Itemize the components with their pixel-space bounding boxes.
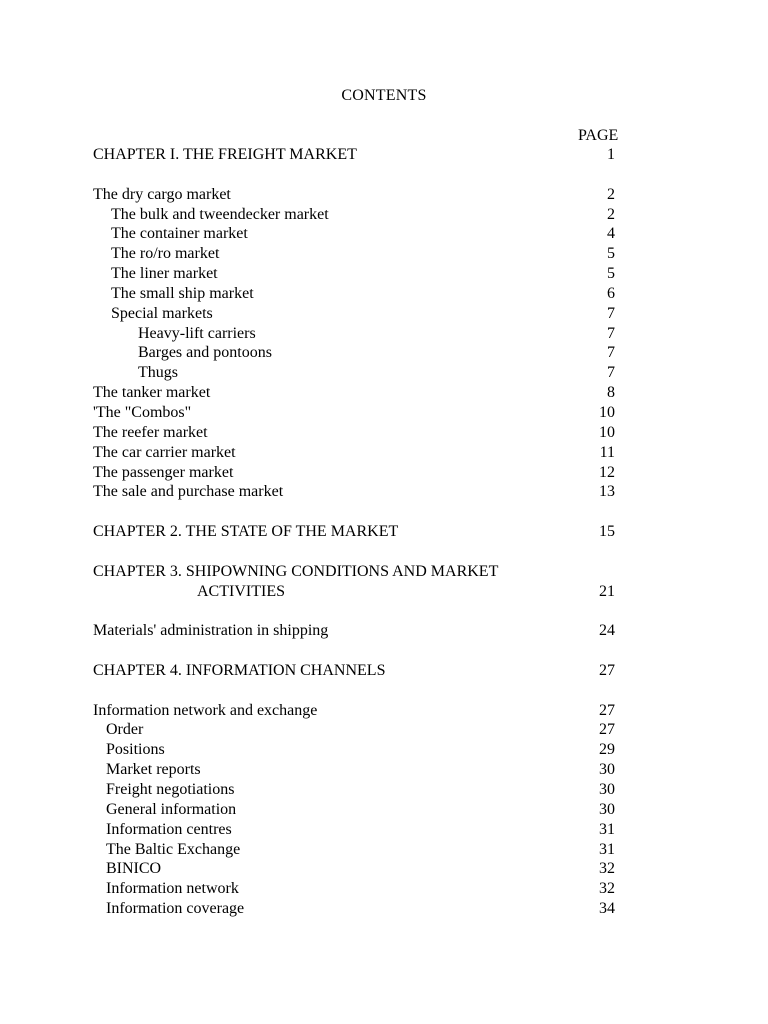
toc-entry [93,145,628,165]
toc-entry [93,343,628,363]
toc-entry [93,264,628,284]
toc-entry [93,562,628,582]
toc-entry-page-number: 15 [599,523,615,541]
toc-entry-label: The sale and purchase market [93,483,284,501]
toc-entry-page-number: 2 [607,205,615,223]
toc-entry-label: Positions [106,741,165,759]
toc-entry [93,383,628,403]
toc-entry [93,185,628,205]
toc-entry-page-number: 34 [599,900,615,918]
toc-entry-label: General information [106,800,237,818]
toc-entry [93,780,628,800]
toc-entry-page-number: 27 [599,721,615,739]
toc-entry-page-number: 30 [599,781,615,798]
toc-entry-label: Information network [106,880,239,898]
toc-entry [93,463,628,483]
toc-entry-label: The bulk and tweendecker market [111,205,329,223]
toc-entry [93,244,628,264]
toc-entry [93,403,628,423]
toc-spacer [93,641,628,661]
toc-entry [93,482,628,502]
toc-entry-page-number: 32 [599,860,615,878]
toc-entry-page-number: 7 [607,304,615,322]
toc-entry-label: ACTIVITIES [197,582,285,600]
toc-entry-label: The tanker market [93,384,211,402]
toc-entry-label: Heavy-lift carriers [138,324,256,342]
toc-entry-page-number: 12 [599,463,615,481]
toc-entry [93,284,628,304]
toc-entry [93,859,628,879]
toc-entry-page-number: 5 [607,245,615,263]
toc-entry-label: The small ship market [111,284,254,302]
toc-spacer [93,681,628,701]
toc-entry-page-number: 6 [607,284,615,302]
toc-entry-label: Barges and pontoons [138,344,272,362]
toc-entry-page-number: 7 [607,344,615,362]
toc-entry-label: CHAPTER 3. SHIPOWNING CONDITIONS AND MARKET [93,562,499,580]
toc-entry [93,820,628,840]
toc-entry-page-number: 29 [599,741,615,759]
toc-entry [93,363,628,383]
toc-entry-label: The container market [111,225,248,243]
toc-entry-label: The liner market [111,265,218,283]
toc-entry-label: Information centres [106,820,232,838]
toc-entry-label: Information coverage [106,900,245,918]
toc-entry-page-number: 10 [599,403,615,421]
toc-entry-label: The ro/ro market [111,245,220,263]
toc-entry-page-number: 31 [599,840,615,858]
toc-entry-label: CHAPTER I. THE FREIGHT MARKET [93,146,357,163]
toc-entry [93,621,628,641]
toc-entry [93,899,628,919]
toc-entry [93,205,628,225]
table-of-contents [93,145,628,919]
toc-entry [93,324,628,344]
toc-entry-label: The passenger market [93,463,234,481]
page-column-header: PAGE [578,127,619,144]
toc-entry-label: CHAPTER 2. THE STATE OF THE MARKET [93,523,399,541]
toc-entry-page-number: 13 [599,483,615,501]
toc-entry [93,661,628,681]
toc-spacer [93,165,628,185]
toc-entry [93,701,628,721]
toc-entry-label: Materials' administration in shipping [93,622,329,640]
toc-entry-label: The car carrier market [93,443,236,461]
toc-entry [93,720,628,740]
toc-entry-page-number: 8 [607,384,615,402]
toc-entry [93,740,628,760]
toc-entry-label: CHAPTER 4. INFORMATION CHANNELS [93,661,386,679]
toc-entry-page-number: 27 [599,701,615,719]
toc-entry [93,840,628,860]
toc-entry-page-number: 7 [607,324,615,342]
toc-entry [93,582,628,602]
toc-entry-label: Special markets [111,304,213,322]
toc-entry-page-number: 30 [599,800,615,818]
toc-entry-label: Freight negotiations [106,781,235,798]
toc-entry [93,522,628,542]
toc-entry-page-number: 30 [599,761,615,779]
toc-entry-page-number: 31 [599,820,615,838]
toc-entry-label: The dry cargo market [93,185,231,203]
toc-entry [93,304,628,324]
toc-entry-label: Thugs [138,364,178,382]
toc-entry-label: BINICO [106,860,162,878]
toc-entry [93,224,628,244]
toc-entry-page-number: 10 [599,423,615,441]
toc-entry [93,443,628,463]
toc-entry-page-number: 1 [607,146,615,163]
toc-entry-label: 'The "Combos" [93,403,192,421]
toc-entry-page-number: 11 [599,443,615,461]
toc-entry-page-number: 7 [607,364,615,382]
toc-entry-page-number: 24 [599,622,615,640]
toc-entry-page-number: 32 [599,880,615,898]
contents-title: CONTENTS [341,87,427,104]
toc-entry-label: Information network and exchange [93,701,318,719]
toc-entry-page-number: 2 [607,185,615,203]
toc-entry-page-number: 27 [599,661,615,679]
toc-entry-page-number: 5 [607,265,615,283]
toc-entry-label: Market reports [106,761,201,779]
toc-entry [93,879,628,899]
toc-spacer [93,502,628,522]
toc-entry-page-number: 21 [599,582,615,600]
toc-entry-label: The reefer market [93,423,208,441]
toc-entry [93,760,628,780]
toc-entry-label: The Baltic Exchange [106,840,241,858]
toc-entry-label: Order [106,721,144,739]
toc-entry [93,423,628,443]
toc-spacer [93,601,628,621]
toc-entry [93,800,628,820]
toc-entry-page-number: 4 [607,225,615,243]
toc-spacer [93,542,628,562]
